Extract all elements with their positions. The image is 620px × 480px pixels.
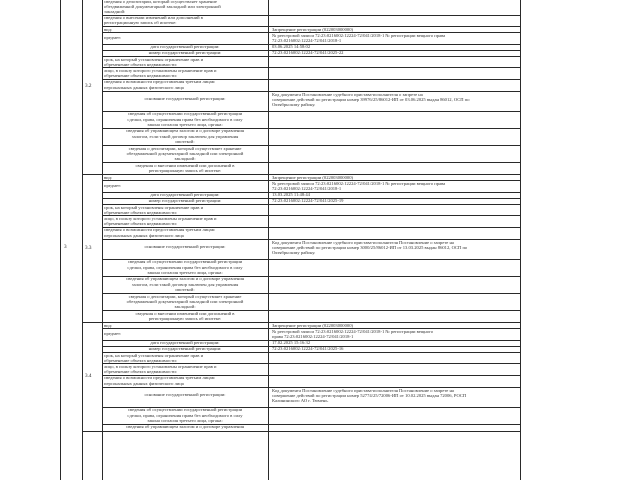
field-label: сведения о депозитарии, который осуществляет хранение (128, 293, 242, 299)
field-label: сведения об управляющем залогом и о договоре управления (126, 276, 244, 282)
value-column-rule (268, 0, 269, 480)
type-value: Запрещение регистрации (022003000000) (272, 174, 354, 180)
field-label: дата государственной регистрации: (150, 44, 220, 50)
field-label: обременение объекта недвижимости: (104, 221, 178, 227)
reg-date-value: 17.02.2025 15:16:32 (272, 340, 311, 346)
field-label: закладной: (174, 303, 196, 309)
basis-value: Код документа Постановление судебного пристава-исполнителя Постановление о запрете на (272, 239, 454, 245)
outer-column-rule (60, 0, 61, 480)
table-rule (82, 431, 520, 432)
field-label: залогом, если такой договор заключен для управления (131, 281, 239, 287)
field-label: сведения о внесении изменений или дополнений в (135, 310, 235, 316)
field-label: вид: (104, 26, 113, 32)
field-label: ипотекой: (175, 138, 195, 144)
field-label: закладной: (104, 8, 126, 14)
field-label: дата государственной регистрации: (150, 192, 220, 198)
label-column-rule (102, 0, 103, 480)
field-label: лицо, в пользу которого установлены ограничение прав и (104, 215, 217, 221)
field-label: предмет: (104, 183, 122, 189)
field-label: сведения об управляющем залогом и о договоре управления (126, 424, 244, 430)
field-label: основание государственной регистрации: (144, 96, 226, 102)
field-label: регистрационную запись об ипотеке: (148, 167, 222, 173)
basis-value: совершение действий по регистрации номер 52774/25/72006-ИП от 10.02.2025 выдан 72006, РОСП (272, 392, 467, 398)
field-label: номер государственной регистрации: (148, 346, 222, 352)
field-label: персональных данных физического лица (104, 84, 184, 90)
number-column-rule (82, 0, 83, 480)
reg-date-value: 13.03.2025 11:48:44 (272, 192, 310, 198)
basis-value: Код документа Постановление судебного пристава-исполнителя Постановление о запрете на (272, 387, 454, 393)
reg-date-value: 03.06.2025 14:58:02 (272, 44, 311, 50)
field-label: номер государственной регистрации: (148, 50, 222, 56)
field-label: сделки, права, ограничения права без необходимого в силу (127, 412, 243, 418)
field-label: закона согласия третьего лица, органа: (147, 417, 223, 423)
field-label: сделки, права, ограничения права без необходимого в силу (127, 116, 243, 122)
field-label: обременение объекта недвижимости: (104, 209, 178, 215)
subject-value: 72:23:0216002:12224-72/041/2018-1 (272, 37, 342, 43)
field-label: дата государственной регистрации: (150, 340, 220, 346)
reg-number-value: 72:23:0216002:12224-72/041/2025-19 (272, 198, 344, 204)
field-label: закона согласия третьего лица, органа: (147, 269, 223, 275)
field-label: номер государственной регистрации: (148, 198, 222, 204)
field-label: регистрационную запись об ипотеке: (104, 20, 177, 26)
field-label: сведения о возможности предоставления третьим лицам (104, 227, 215, 233)
field-label: срок, на который установлены ограничение прав и (104, 56, 204, 62)
section-number: 3.2 (85, 83, 92, 89)
field-label: обременение объекта недвижимости: (104, 61, 178, 67)
section-number: 3.4 (85, 373, 92, 380)
field-label: вид: (104, 174, 113, 180)
field-label: сведения о внесении изменений или дополнений в (104, 15, 203, 21)
field-label: закладной: (174, 155, 196, 161)
field-label: срок, на который установлены ограничение прав и (104, 204, 204, 210)
field-label: сведения о возможности предоставления третьим лицам (104, 79, 215, 85)
field-label: вид: (104, 322, 113, 328)
field-label: основание государственной регистрации: (144, 392, 226, 398)
section-number: 3.3 (85, 245, 92, 251)
field-label: сведения об осуществлении государственной регистрации (127, 259, 243, 265)
field-label: персональных данных физического лица (104, 232, 184, 238)
field-label: обременение объекта недвижимости: (104, 357, 178, 363)
field-label: лицо, в пользу которого установлены ограничение прав и (104, 363, 217, 369)
subject-value: № реестровой записи 72:23:0216002:12224-72/041/2018-1 № регистрации вещного права (272, 32, 446, 38)
subject-value: № реестровой записи 72:23:0216002:12224-72/041/2018-1 № регистрации вещного права (272, 180, 446, 186)
field-label: сведения о внесении изменений или дополнений в (135, 162, 235, 168)
field-label: обременение объекта недвижимости: (104, 73, 178, 79)
field-label: сведения об осуществлении государственной регистрации (127, 111, 243, 117)
field-label: сведения о возможности предоставления третьим лицам (104, 375, 215, 381)
basis-value: Октябрьскому району. (272, 102, 316, 108)
field-label: сведения об осуществлении государственной регистрации (127, 407, 243, 413)
field-label: срок, на который установлены ограничение прав и (104, 352, 204, 358)
basis-value: совершение действий по регистрации номер 3000/25/86012-ИП от 13.03.2025 выдан 86012, ОСП по (272, 244, 468, 250)
field-label: регистрационную запись об ипотеке: (148, 315, 222, 321)
field-label: сделки, права, ограничения права без необходимого в силу (127, 264, 243, 270)
field-label: закона согласия третьего лица, органа: (147, 121, 223, 127)
basis-value: Калининского АО г. Тюмень. (272, 398, 329, 404)
field-label: основание государственной регистрации: (144, 244, 226, 250)
field-label: обременение объекта недвижимости: (104, 369, 178, 375)
basis-value: совершение действий по регистрации номер 39976/25/86012-ИП от 03.06.2025 выдан 86012, ОСП по (272, 96, 470, 102)
field-label: обездвиженной документарной закладной или электронной (126, 150, 244, 156)
outer-section-number: 3 (64, 244, 67, 250)
field-label: ипотекой: (175, 286, 195, 292)
field-label: персональных данных физического лица (104, 380, 184, 386)
reg-number-value: 72:23:0216002:12224-72/041/2025-16 (272, 346, 344, 352)
subject-value: 72:23:0216002:12224-72/041/2018-1 (272, 185, 342, 191)
field-label: сведения об управляющем залогом и о договоре управления (126, 128, 244, 134)
reg-number-value: 72:23:0216002:12224-72/041/2025-22 (272, 50, 344, 56)
field-label: предмет: (104, 331, 122, 337)
right-border-rule (520, 0, 521, 480)
field-label: обездвиженной документарной закладной или электронной (126, 298, 244, 304)
field-label: лицо, в пользу которого установлены ограничение прав и (104, 67, 217, 73)
type-value: Запрещение регистрации (022003000000) (272, 322, 354, 328)
field-label: залогом, если такой договор заключен для управления (131, 133, 239, 139)
field-label: сведения о депозитарии, который осуществляет хранение (104, 0, 217, 4)
field-label: предмет: (104, 35, 122, 41)
field-label: обездвиженной документарной закладной или электронной (104, 3, 221, 9)
subject-value: права 72:23:0216002:12224-72/041/2018-1 (272, 333, 354, 339)
basis-value: Октябрьскому району. (272, 250, 316, 256)
basis-value: Код документа Постановление судебного пристава-исполнителя о запрете на (272, 91, 423, 97)
subject-value: № реестровой записи 72:23:0216002:12224-72/041/2018-1 № регистрации вещного (272, 328, 434, 334)
field-label: сведения о депозитарии, который осуществляет хранение (128, 145, 242, 151)
type-value: Запрещение регистрации (022003000000) (272, 26, 354, 32)
